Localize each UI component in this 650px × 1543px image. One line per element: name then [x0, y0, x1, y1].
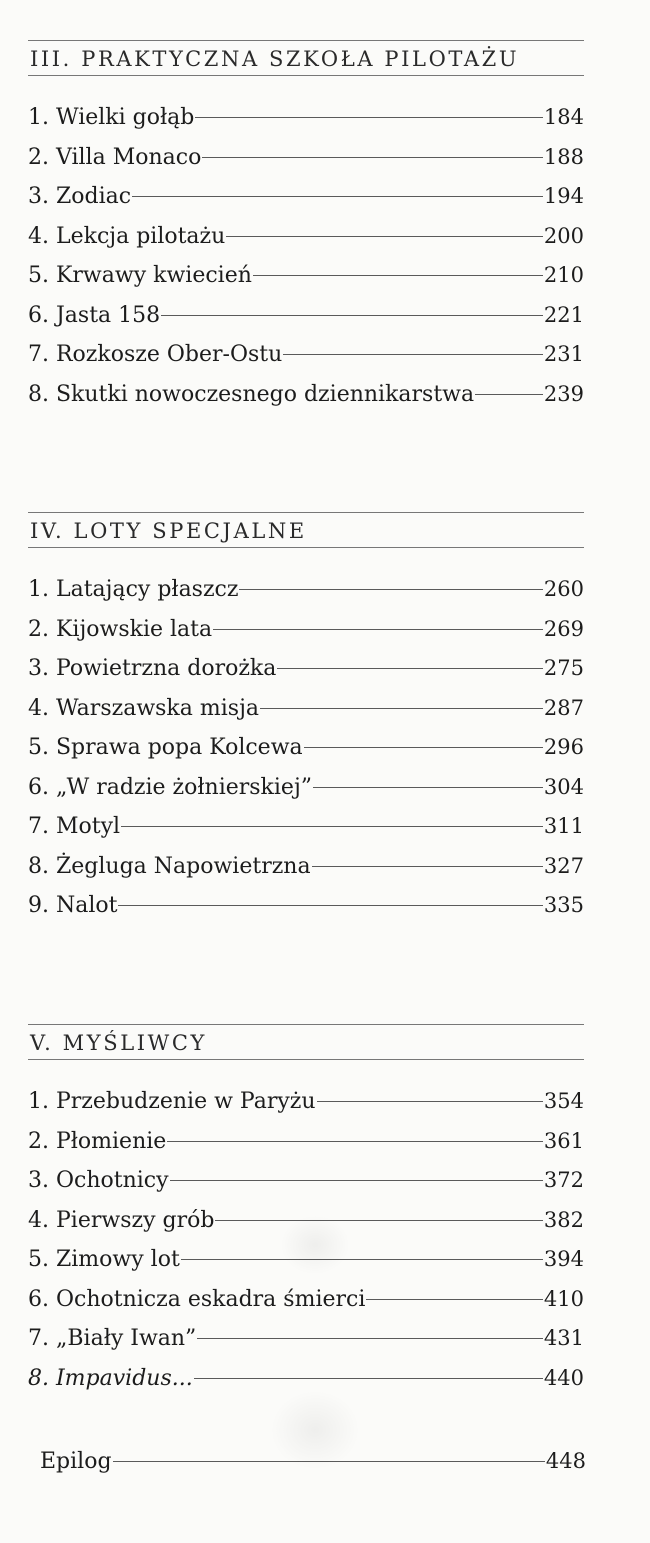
entry-title: 2. Kijowskie lata [28, 616, 213, 642]
leader-line [239, 589, 542, 590]
entry-title: 7. „Biały Iwan” [28, 1326, 197, 1351]
entry-title: 5. Krwawy kwiecień [28, 263, 252, 288]
entry-page-number: 327 [543, 853, 584, 878]
entry-page-number: 410 [543, 1286, 584, 1311]
entry-title: 3. Zodiac [28, 184, 132, 209]
entry-page-number: 372 [543, 1168, 584, 1192]
toc-entry [28, 807, 584, 847]
toc-entry [28, 847, 584, 887]
entry-title: 6. „W radzie żołnierskiej” [28, 774, 313, 800]
entry-title: 2. Płomienie [28, 1128, 167, 1154]
entry-title: 4. Lekcja pilotażu [28, 223, 226, 249]
leader-line [118, 905, 542, 906]
entry-title: 8. Żegluga Napowietrzna [28, 853, 311, 879]
leader-line [283, 354, 543, 355]
toc-entries [28, 570, 584, 926]
scan-speckle [270, 1390, 360, 1470]
entry-page-number: 221 [543, 302, 584, 327]
toc-entry [28, 649, 584, 689]
leader-line [167, 1141, 543, 1142]
leader-line [226, 236, 543, 237]
toc-entry [28, 1082, 584, 1122]
entry-page-number: 304 [543, 774, 584, 799]
entry-title: 7. Motyl [28, 814, 121, 839]
toc-entry [28, 335, 584, 375]
leader-line [202, 157, 543, 158]
entry-page-number: 354 [543, 1089, 584, 1113]
toc-entry [28, 1161, 584, 1201]
leader-line [313, 787, 543, 788]
leader-line [213, 629, 543, 630]
section-bottom-rule [28, 75, 584, 76]
entry-page-number: 440 [543, 1365, 584, 1390]
toc-entry [28, 296, 584, 336]
entry-page-number: 210 [543, 263, 584, 287]
leader-line [260, 708, 543, 709]
toc-entry [28, 375, 584, 415]
section-heading: III. PRAKTYCZNA SZKOŁA PILOTAŻU [30, 47, 520, 71]
entry-title: Epilog [40, 1449, 112, 1474]
section-heading: V. MYŚLIWCY [30, 1031, 207, 1055]
leader-line [317, 1101, 543, 1102]
entry-page-number: 239 [543, 381, 584, 406]
entry-title: 6. Ochotnicza eskadra śmierci [28, 1286, 366, 1312]
entry-page-number: 269 [543, 616, 584, 641]
toc-entry [28, 98, 584, 138]
entry-title: 3. Powietrzna dorożka [28, 656, 277, 681]
toc-entry [28, 728, 584, 768]
toc-entry [28, 886, 584, 926]
entry-title: 4. Warszawska misja [28, 695, 259, 721]
entry-page-number: 394 [543, 1247, 584, 1271]
entry-page-number: 335 [543, 893, 584, 917]
leader-line [121, 826, 543, 827]
entry-title: 6. Jasta 158 [28, 302, 161, 328]
entry-page-number: 184 [543, 105, 584, 129]
entry-title: 5. Zimowy lot [28, 1247, 180, 1272]
entry-title: 8. Skutki nowoczesnego dziennikarstwa [28, 381, 475, 407]
leader-line [475, 394, 543, 395]
scan-speckle [280, 1215, 350, 1275]
leader-line [312, 866, 543, 867]
toc-entry [28, 138, 584, 178]
entry-title: 8. Impavidus... [28, 1365, 193, 1391]
toc-entry [28, 217, 584, 257]
entry-title: 4. Pierwszy grób [28, 1207, 215, 1233]
entry-title: 1. Wielki gołąb [28, 105, 195, 130]
leader-line [194, 1378, 543, 1379]
entry-page-number: 275 [543, 656, 584, 680]
entry-page-number: 200 [543, 223, 584, 248]
leader-line [215, 1220, 542, 1221]
leader-line [277, 668, 543, 669]
entry-title: 9. Nalot [28, 893, 118, 918]
leader-line [181, 1259, 543, 1260]
section-bottom-rule [28, 547, 584, 548]
entry-title: 5. Sprawa popa Kolcewa [28, 735, 303, 760]
entry-page-number: 431 [543, 1326, 584, 1350]
entry-page-number: 361 [543, 1128, 584, 1153]
leader-line [161, 315, 543, 316]
toc-entry [28, 570, 584, 610]
toc-section-4 [28, 512, 584, 926]
toc-entry [28, 1122, 584, 1162]
toc-entries [28, 98, 584, 414]
entry-page-number: 448 [545, 1449, 586, 1473]
entry-title: 2. Villa Monaco [28, 144, 202, 170]
leader-line [197, 1338, 543, 1339]
toc-section-3 [28, 40, 584, 414]
entry-page-number: 188 [543, 144, 584, 169]
entry-page-number: 382 [543, 1207, 584, 1232]
entry-title: 3. Ochotnicy [28, 1168, 169, 1193]
entry-title: 1. Latający płaszcz [28, 577, 239, 602]
entry-page-number: 231 [543, 342, 584, 366]
entry-page-number: 311 [543, 814, 584, 838]
section-heading: IV. LOTY SPECJALNE [30, 519, 307, 543]
toc-entry [28, 689, 584, 729]
leader-line [195, 117, 543, 118]
entry-page-number: 194 [543, 184, 584, 208]
entry-title: 1. Przebudzenie w Paryżu [28, 1089, 316, 1114]
leader-line [170, 1180, 543, 1181]
entry-page-number: 296 [543, 735, 584, 759]
toc-entry [28, 768, 584, 808]
leader-line [304, 747, 543, 748]
entry-title: 7. Rozkosze Ober-Ostu [28, 342, 283, 367]
entry-page-number: 287 [543, 695, 584, 720]
leader-line [366, 1299, 543, 1300]
section-bottom-rule [28, 1059, 584, 1060]
toc-entry [28, 1319, 584, 1359]
toc-entry [28, 256, 584, 296]
leader-line [132, 196, 543, 197]
entry-page-number: 260 [543, 577, 584, 601]
leader-line [253, 275, 543, 276]
toc-section-5 [28, 1024, 584, 1398]
toc-entry [28, 1280, 584, 1320]
toc-entry [28, 610, 584, 650]
toc-entry [28, 177, 584, 217]
